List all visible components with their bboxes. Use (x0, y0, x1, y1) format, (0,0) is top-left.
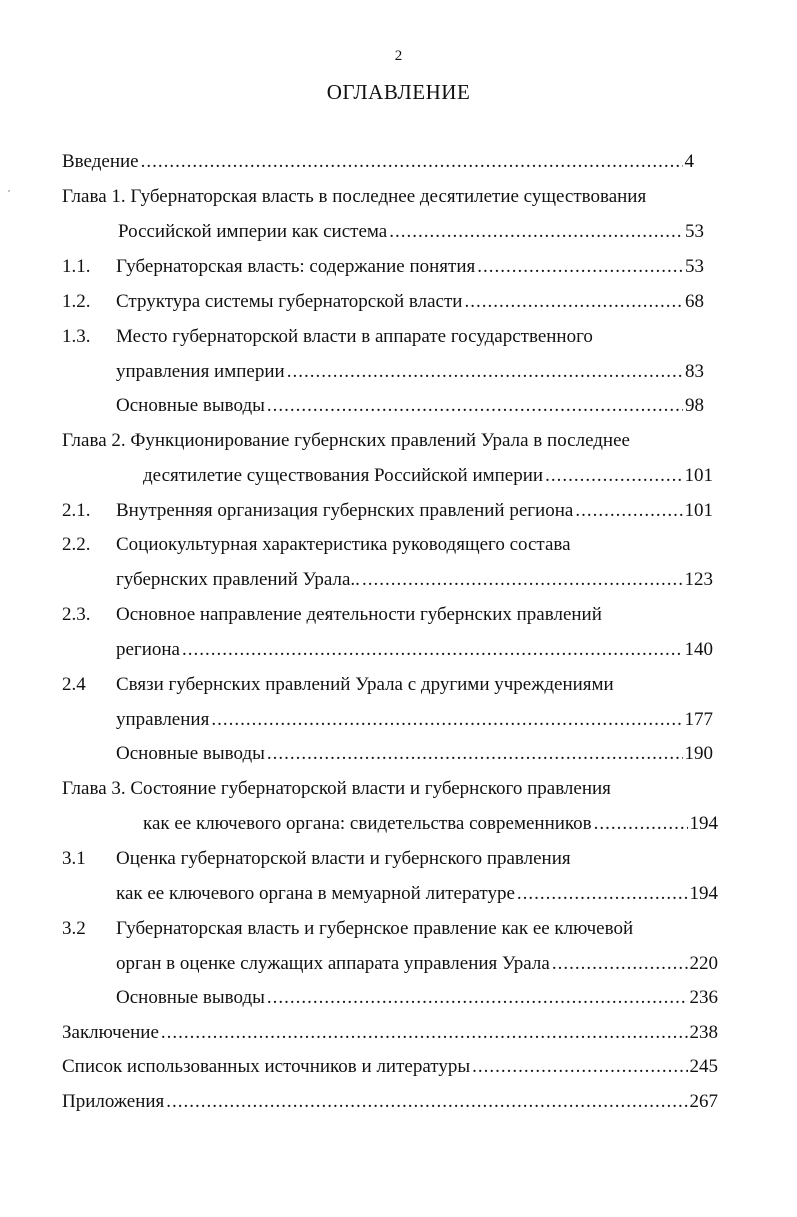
toc-section-1-3-cont[interactable] (116, 357, 704, 387)
dot-leader (182, 635, 683, 665)
toc-section-3-2[interactable] (116, 914, 776, 944)
toc-entry-sources[interactable] (62, 1052, 718, 1082)
toc-entry-label: Связи губернских правлений Урала с другими учреждениями (116, 674, 614, 695)
toc-chapter-title-line: как ее ключевого органа: свидетельства современников (143, 813, 592, 834)
toc-section-2-4-cont[interactable] (116, 705, 713, 735)
toc-section-number: 1.2. (62, 291, 91, 312)
toc-entry-page: 101 (684, 465, 713, 486)
dot-leader (161, 1018, 688, 1048)
toc-section-number: 1.3. (62, 326, 91, 347)
toc-section-2-3-cont[interactable] (116, 635, 713, 665)
toc-entry-label: Основные выводы (116, 395, 265, 416)
toc-chapter-3-title-cont[interactable] (143, 809, 718, 839)
toc-chapter-title-line: Глава 2. Функционирование губернских правлений Урала в последнее (62, 430, 630, 451)
toc-entry-label: Введение (62, 151, 139, 172)
toc-chapter-2-title-cont[interactable] (143, 461, 713, 491)
toc-chapter-3-conclusions[interactable] (116, 983, 718, 1013)
toc-entry-label: Заключение (62, 1022, 159, 1043)
toc-entry-page: 190 (684, 743, 713, 764)
toc-entry-page: 194 (689, 813, 718, 834)
toc-entry-page: 140 (684, 639, 713, 660)
toc-entry-label: Внутренняя организация губернских правлений региона (116, 500, 574, 521)
dot-leader (552, 949, 688, 979)
toc-chapter-title-line: десятилетие существования Российской империи (143, 465, 544, 486)
toc-entry-page: 53 (685, 221, 704, 242)
toc-chapter-1-title-cont[interactable] (118, 217, 704, 247)
toc-section-1-3[interactable] (116, 322, 756, 352)
toc-entry-page: 68 (685, 291, 704, 312)
toc-entry-page: 238 (689, 1022, 718, 1043)
toc-entry-page: 83 (685, 361, 704, 382)
toc-chapter-3-title[interactable] (62, 774, 762, 804)
toc-entry-label: орган в оценке служащих аппарата управления Урала (116, 953, 550, 974)
dot-leader (464, 287, 683, 317)
dot-leader (472, 1052, 687, 1082)
toc-entry-page: 98 (685, 395, 704, 416)
toc-section-2-2-cont[interactable] (116, 565, 713, 595)
dot-leader (545, 461, 682, 491)
toc-section-1-2[interactable] (116, 287, 704, 317)
dot-leader (267, 739, 683, 769)
toc-section-2-3[interactable] (116, 600, 756, 630)
toc-section-number: 2.3. (62, 604, 91, 625)
toc-section-number: 1.1. (62, 256, 91, 277)
toc-entry-page: 123 (684, 569, 713, 590)
toc-section-3-2-cont[interactable] (116, 949, 718, 979)
dot-leader (267, 391, 683, 421)
toc-entry-appendices[interactable] (62, 1087, 718, 1117)
toc-entry-label: Основное направление деятельности губернских правлений (116, 604, 602, 625)
toc-chapter-title-line: Глава 1. Губернаторская власть в последнее десятилетие существования (62, 186, 647, 207)
toc-section-2-2[interactable] (116, 530, 756, 560)
toc-entry-page: 101 (684, 500, 713, 521)
dot-leader (594, 809, 688, 839)
toc-section-number: 2.4 (62, 674, 86, 695)
toc-entry-page: 236 (689, 987, 718, 1008)
toc-entry-label: Приложения (62, 1091, 165, 1112)
toc-entry-conclusion[interactable] (62, 1018, 718, 1048)
toc-section-3-1-cont[interactable] (116, 879, 718, 909)
toc-section-2-4[interactable] (116, 670, 756, 700)
toc-entry-label: управления империи (116, 361, 285, 382)
toc-entry-label: Основные выводы (116, 743, 265, 764)
toc-entry-label: Губернаторская власть и губернское правление как ее ключевой (116, 918, 634, 939)
toc-chapter-2-title[interactable] (62, 426, 762, 456)
dot-leader (362, 565, 683, 595)
dot-leader (287, 357, 683, 387)
toc-section-3-1[interactable] (116, 844, 756, 874)
dot-leader (166, 1087, 687, 1117)
toc-section-1-1[interactable] (116, 252, 704, 282)
dot-leader (211, 705, 682, 735)
toc-chapter-1-conclusions[interactable] (116, 391, 704, 421)
toc-entry-page: 194 (689, 883, 718, 904)
dot-leader (141, 147, 683, 177)
toc-entry-page: 267 (689, 1091, 718, 1112)
toc-section-2-1[interactable] (116, 496, 713, 526)
toc-section-number: 2.1. (62, 500, 91, 521)
toc-entry-label: Основные выводы (116, 987, 265, 1008)
toc-entry-label: губернских правлений Урала.. (116, 569, 360, 590)
toc-chapter-1-title[interactable] (62, 182, 762, 212)
dot-leader (517, 879, 688, 909)
toc-entry-page: 177 (684, 709, 713, 730)
toc-entry-page: 245 (689, 1056, 718, 1077)
toc-entry-label: Список использованных источников и литературы (62, 1056, 471, 1077)
toc-section-number: 3.1 (62, 848, 86, 869)
page-title: ОГЛАВЛЕНИЕ (326, 80, 471, 104)
toc-entry-label: Социокультурная характеристика руководящего состава (116, 534, 571, 555)
toc-chapter-title-line: Российской империи как система (118, 221, 388, 242)
toc-entry-label: как ее ключевого органа в мемуарной литературе (116, 883, 515, 904)
toc-entry-label: Структура системы губернаторской власти (116, 291, 463, 312)
toc-chapter-2-conclusions[interactable] (116, 739, 713, 769)
toc-section-number: 2.2. (62, 534, 91, 555)
dot-leader (477, 252, 683, 282)
toc-entry-label: региона (116, 639, 180, 660)
toc-entry-label: Место губернаторской власти в аппарате государственного (116, 326, 593, 347)
toc-entry-intro[interactable] (62, 147, 694, 177)
toc-entry-label: Оценка губернаторской власти и губернского правления (116, 848, 571, 869)
toc-chapter-title-line: Глава 3. Состояние губернаторской власти и губернского правления (62, 778, 611, 799)
toc-entry-label: Губернаторская власть: содержание понятия (116, 256, 476, 277)
dot-leader (389, 217, 683, 247)
toc-section-number: 3.2 (62, 918, 86, 939)
toc-entry-label: управления (116, 709, 210, 730)
toc-entry-page: 4 (684, 151, 694, 172)
toc-entry-page: 53 (685, 256, 704, 277)
toc-entry-page: 220 (689, 953, 718, 974)
dot-leader (575, 496, 682, 526)
page-number: 2 (394, 48, 403, 64)
dot-leader (267, 983, 688, 1013)
